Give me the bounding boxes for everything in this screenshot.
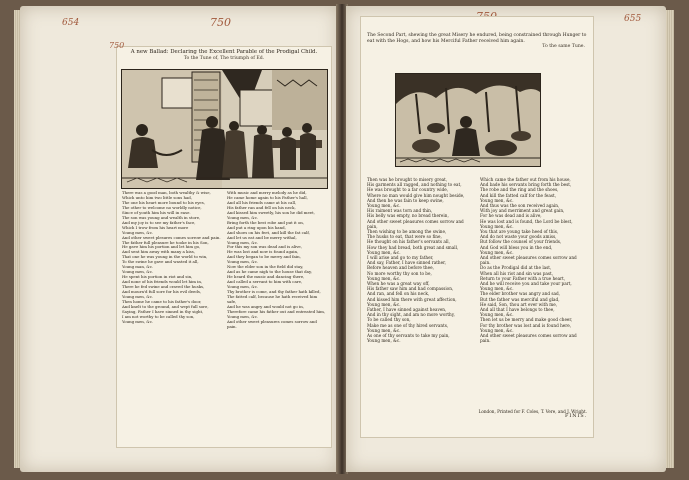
second-part-title: The Second Part, shewing the great Misery he endured, being constrained through Hunger to eat with the Hogs, and how his Merciful Father received him again.: [367, 33, 587, 44]
ballad-sheet-right: [360, 16, 594, 438]
verse-column-4: Which came the father out from his house, And bade his servants bring forth the best, The robe and the ring and the shoes, And kill the fatted calf for the feast, Young men, &c. And thus was the son received again, With joy and merriment and great gain, For he was dead and is alive, He was lost and is found, the Lord be blest, Young men, &c. You that are young take heed of this, And do not waste your goods amiss, But follow the counsel of your friends, And God will bless you in the end, Young men, &c. And other sweet pleasures comes sorrow and pain. Do as the Prodigal did at the last, When all his riot and sin was past, Return to your Father with a true heart, And he will receive you and take your part, Young men, &c. The elder brother was angry and sad, But the father was merciful and glad, He said, Son, thou art ever with me, And all that I have belongs to thee, Young men, &c. Then let us be merry and make good cheer, For thy brother was lost and is found here, Young men, &c. And other sweet pleasures comes sorrow and pain.: [480, 177, 577, 344]
right-page-number: 655: [624, 14, 642, 24]
left-page-number: 654: [62, 18, 80, 28]
ballad-sheet-left: [109, 41, 332, 448]
left-sheet-number: 750: [109, 41, 125, 50]
ballad-title: A new Ballad: Declaring the Excellent Parable of the Prodigal Child.: [130, 49, 318, 55]
left-shelf-mark: 750: [210, 16, 231, 29]
ballad-verses-right: [367, 177, 587, 405]
woodcut-illustration-left: [121, 69, 328, 189]
woodcut-illustration-right: [395, 73, 541, 167]
left-page: [20, 6, 338, 472]
second-part-tune: To the same Tune.: [542, 44, 585, 50]
woodcut-scene-left: [122, 70, 327, 188]
verse-column-3: Then was he brought to misery great, His garments all ragged, and nothing to eat, He was brought to a far country wide, Where no man would give him nought beside, And then he was fain to keep swine, Young men, &c. His raiment was torn and thin, His belly was empty, no bread therein, And other sweet pleasures comes sorrow and pain, Then wishing to be among the swine, The husks to eat, that were so fine, He thought on his father's servants all, How they had bread, both great and small, Young men, &c. I will arise and go to my father, And say, Father, I have sinned rather, Before heaven and before thee, No more worthy thy son to be, Young men, &c. When he was a great way off, His father saw him and had compassion, And ran, and fell on his neck, And kissed him there with great affection, Young men, &c. Father, I have sinned against heaven, And in thy sight, and am no more worthy, To be called thy son, Make me as one of thy hired servants, Young men, &c. As one of thy servants to take my pain, Young men, &c.: [367, 177, 465, 344]
colophon: [367, 409, 587, 419]
imprint-line: London, Printed for F. Coles, T. Vere, and J. Wright.: [478, 409, 587, 414]
woodcut-scene-right: [396, 74, 540, 166]
right-page: [346, 6, 666, 472]
ballad-tune: To the Tune of, The triumph of Ed.: [183, 55, 265, 61]
verse-column-1: There was a good man, both wealthy & wise, Which unto him two little sons had, The one his heart more bound to his eyes, The other to welcome no worldly notice, Since of youth him his will in ease. The son was young and wealth in store, And my joy is to see my father's face, Which I trow from his heart more Young men, &c. And other sweet plesures comes sorrow and pain. The father full pleasure he tooke in his Son, He gave him his portion and let him go, And sent him away with many a kiss, That one he was young in the world to win, To the swine he gave and wasted it all, Young man, &c. Young men, &c. He spent his portion in riot and sin, And none of his friends would let him in, There he fed swine and craved the husks, And mourn'd full sore for his evil deeds, Young men, &c. Then home he came to his father's door, And knelt to the ground, and wept full sore, Saying, Father I have sinned in thy sight, I am not worthy to be called thy son, Young men, &c.: [122, 191, 221, 324]
ballad-verses-left: [122, 191, 326, 443]
verse-column-2: With music and merry melody as he did, He came home again to his Father's hall, And all his friends came at his call, His father ran and fell on his neck, And kissed him sweetly, his son he did meet, Young men, &c. Bring forth the best robe and put it on, And put a ring upon his hand, And shoes on his feet, and kill the fat calf, And let us eat and be merry withal, Young men, &c. For this my son was dead and is alive, He was lost and now is found again, And they began to be merry and fain, Young men, &c. Now the elder son in the field did stay, And as he came nigh to the house that day, He heard the music and dancing there, And called a servant to him with care, Young men, &c. Thy brother is come, and thy father hath killed, The fatted calf, because he hath received him safe, And he was angry and would not go in, Therefore came his father out and entreated him, Young men, &c. And other sweet pleasures comes sorrow and pain.: [227, 191, 326, 329]
finis-mark: FINIS.: [565, 414, 587, 420]
